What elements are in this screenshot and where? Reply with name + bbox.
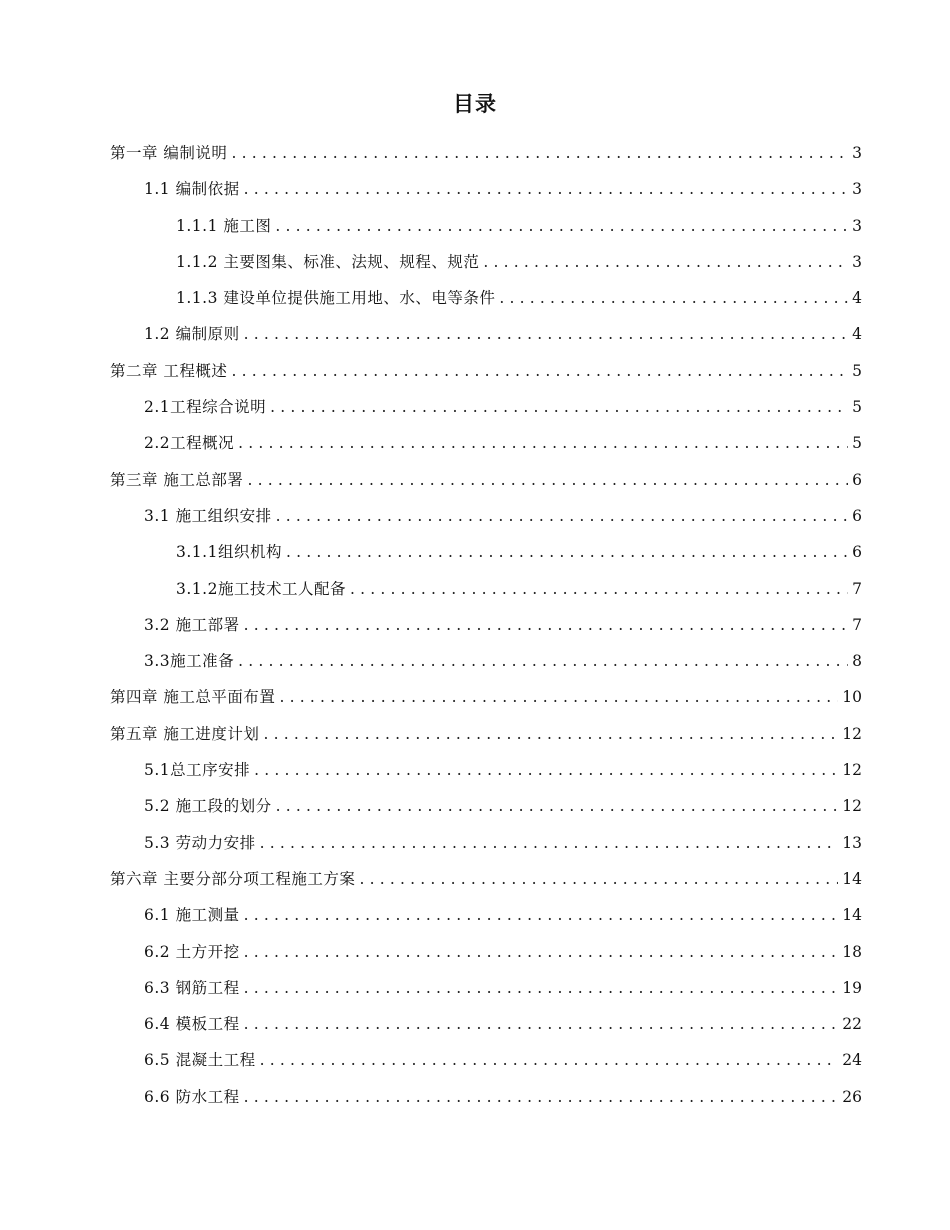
toc-entry[interactable] — [110, 135, 862, 171]
toc-entry[interactable] — [110, 716, 862, 752]
toc-page-number: 5 — [852, 434, 862, 453]
toc-entry-label: 第五章 施工进度计划 — [110, 724, 260, 743]
dot-leader — [238, 643, 848, 679]
toc-entry-label: 3.1.1组织机构 — [176, 543, 282, 562]
toc-entry[interactable] — [110, 1042, 862, 1078]
toc-page-number: 12 — [842, 761, 862, 780]
dot-leader — [263, 716, 838, 752]
toc-page-number: 6 — [852, 470, 862, 489]
toc-entry-label: 2.1工程综合说明 — [144, 398, 267, 417]
toc-entry-label: 3.1.2施工技术工人配备 — [176, 579, 346, 598]
toc-entry-label: 1.1.1 施工图 — [176, 216, 272, 235]
toc-page-number: 3 — [852, 180, 862, 199]
toc-entry-label: 1.2 编制原则 — [144, 325, 240, 344]
toc-entry-label: 1.1 编制依据 — [144, 180, 240, 199]
dot-leader — [244, 897, 839, 933]
toc-entry[interactable] — [110, 316, 862, 352]
toc-entry[interactable] — [110, 752, 862, 788]
toc-page-number: 6 — [852, 506, 862, 525]
toc-entry[interactable] — [110, 934, 862, 970]
dot-leader — [244, 171, 848, 207]
toc-entry-label: 2.2工程概况 — [144, 434, 235, 453]
toc-entry[interactable] — [110, 571, 862, 607]
toc-entry[interactable] — [110, 643, 862, 679]
toc-entry-label: 3.2 施工部署 — [144, 615, 240, 634]
toc-page-number: 5 — [852, 361, 862, 380]
toc-entry[interactable] — [110, 462, 862, 498]
toc-entry-label: 1.1.3 建设单位提供施工用地、水、电等条件 — [176, 289, 496, 308]
toc-page-number: 14 — [842, 906, 862, 925]
dot-leader — [244, 970, 839, 1006]
toc-entry[interactable] — [110, 171, 862, 207]
toc-page-number: 19 — [842, 978, 862, 997]
toc-entry[interactable] — [110, 208, 862, 244]
dot-leader — [279, 679, 838, 715]
toc-entry-label: 3.3施工准备 — [144, 652, 235, 671]
toc-entry[interactable] — [110, 897, 862, 933]
toc-page-number: 14 — [842, 869, 862, 888]
dot-leader — [350, 571, 848, 607]
toc-page-number: 8 — [852, 652, 862, 671]
toc-entry[interactable] — [110, 425, 862, 461]
dot-leader — [247, 462, 848, 498]
dot-leader — [231, 353, 848, 389]
toc-entry[interactable] — [110, 534, 862, 570]
toc-entry-label: 第三章 施工总部署 — [110, 470, 244, 489]
dot-leader — [254, 752, 838, 788]
toc-entry[interactable] — [110, 244, 862, 280]
page-title: 目录 — [453, 92, 497, 116]
toc-entry[interactable] — [110, 970, 862, 1006]
dot-leader — [244, 1079, 839, 1115]
toc-page-number: 5 — [852, 398, 862, 417]
toc-entry[interactable] — [110, 679, 862, 715]
toc-page-number: 10 — [842, 688, 862, 707]
toc-page-number: 24 — [842, 1051, 862, 1070]
dot-leader — [276, 498, 848, 534]
toc-entry-label: 第六章 主要分部分项工程施工方案 — [110, 869, 356, 888]
toc-entry-label: 第四章 施工总平面布置 — [110, 688, 276, 707]
toc-entry[interactable] — [110, 353, 862, 389]
toc-entry-label: 6.5 混凝土工程 — [144, 1051, 256, 1070]
toc-entry-label: 第二章 工程概述 — [110, 361, 228, 380]
toc-entry-label: 6.3 钢筋工程 — [144, 978, 240, 997]
toc-page-number: 26 — [842, 1087, 862, 1106]
toc-entry[interactable] — [110, 788, 862, 824]
toc-entry[interactable] — [110, 861, 862, 897]
table-of-contents — [110, 135, 862, 1115]
dot-leader — [499, 280, 848, 316]
toc-page-number: 12 — [842, 797, 862, 816]
toc-entry-label: 6.2 土方开挖 — [144, 942, 240, 961]
toc-page-number: 3 — [852, 216, 862, 235]
dot-leader — [244, 607, 848, 643]
toc-page-number: 4 — [852, 325, 862, 344]
toc-entry[interactable] — [110, 280, 862, 316]
toc-entry-label: 5.2 施工段的划分 — [144, 797, 272, 816]
toc-entry-label: 3.1 施工组织安排 — [144, 506, 272, 525]
dot-leader — [238, 425, 848, 461]
toc-page-number: 7 — [852, 615, 862, 634]
dot-leader — [270, 389, 848, 425]
dot-leader — [260, 825, 839, 861]
toc-entry[interactable] — [110, 389, 862, 425]
toc-entry-label: 6.6 防水工程 — [144, 1087, 240, 1106]
toc-entry[interactable] — [110, 1079, 862, 1115]
toc-page-number: 4 — [852, 289, 862, 308]
toc-page-number: 7 — [852, 579, 862, 598]
dot-leader — [244, 1006, 839, 1042]
toc-entry-label: 第一章 编制说明 — [110, 144, 228, 162]
dot-leader — [244, 316, 848, 352]
toc-page-number: 6 — [852, 543, 862, 562]
toc-page-number: 3 — [852, 252, 862, 271]
dot-leader — [359, 861, 838, 897]
dot-leader — [260, 1042, 839, 1078]
dot-leader — [231, 135, 848, 171]
dot-leader — [276, 788, 839, 824]
toc-page-number: 18 — [842, 942, 862, 961]
dot-leader — [275, 208, 848, 244]
toc-entry[interactable] — [110, 825, 862, 861]
toc-entry-label: 6.1 施工测量 — [144, 906, 240, 925]
toc-entry-label: 5.3 劳动力安排 — [144, 833, 256, 852]
dot-leader — [244, 934, 839, 970]
toc-entry-label: 1.1.2 主要图集、标准、法规、规程、规范 — [176, 252, 480, 271]
dot-leader — [483, 244, 848, 280]
toc-page-number: 22 — [842, 1015, 862, 1034]
toc-page-number: 13 — [842, 833, 862, 852]
toc-page-number: 3 — [852, 144, 862, 162]
toc-page-number: 12 — [842, 724, 862, 743]
toc-entry-label: 6.4 模板工程 — [144, 1015, 240, 1034]
toc-entry[interactable] — [110, 498, 862, 534]
toc-entry-label: 5.1总工序安排 — [144, 761, 251, 780]
dot-leader — [286, 534, 848, 570]
toc-entry[interactable] — [110, 607, 862, 643]
toc-entry[interactable] — [110, 1006, 862, 1042]
